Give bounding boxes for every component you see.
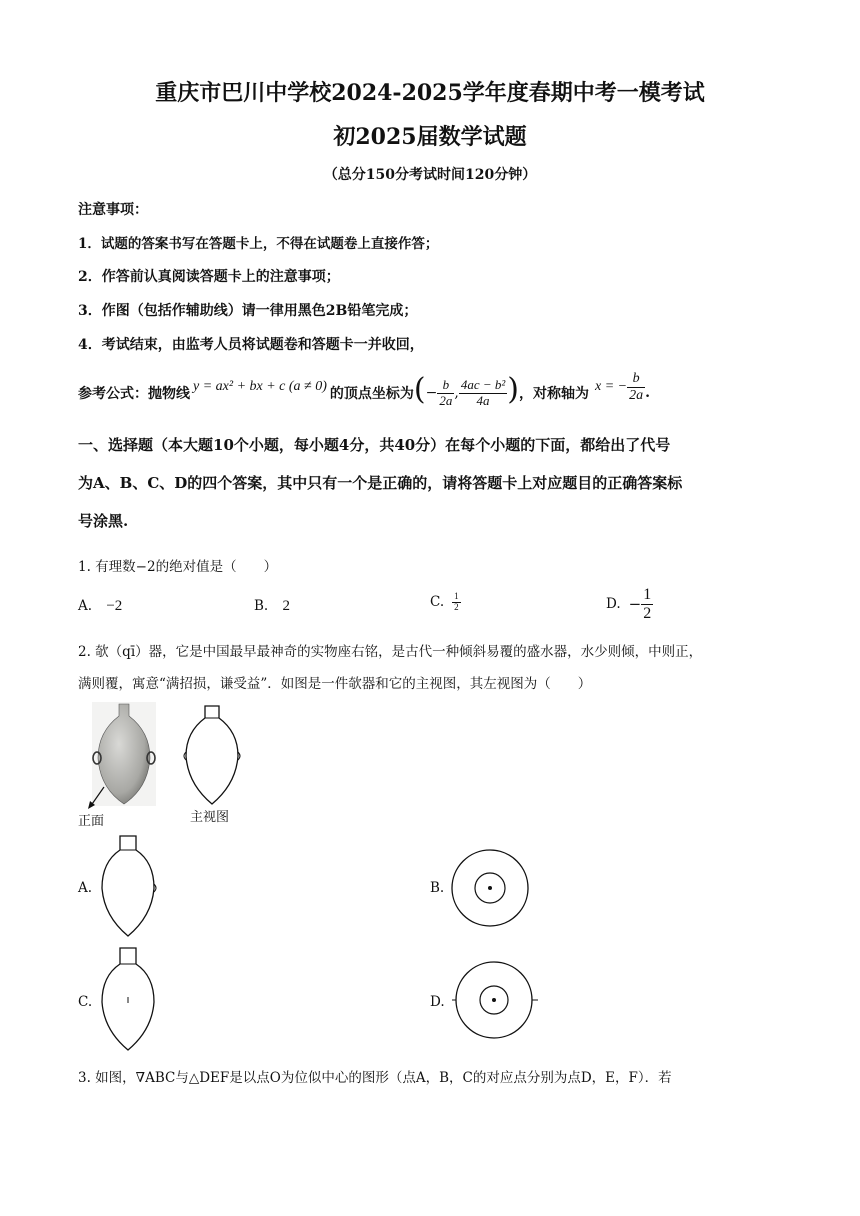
option-sign: −	[628, 595, 642, 614]
option-value: 2	[282, 598, 291, 614]
vertex-x-den: 2a	[439, 392, 453, 408]
note-item: 4．考试结束，由监考人员将试题卷和答题卡一并收回，	[78, 337, 424, 353]
left-paren: (	[413, 371, 426, 407]
front-view-caption: 主视图	[190, 810, 230, 825]
q2-option-a-drawing	[98, 836, 162, 936]
question-3-stem-line: 3. 如图，∇ABC与△DEF是以点O为位似中心的图形（点A，B，C的对应点分别为点D，E，F）．若	[78, 1070, 672, 1086]
q2-option-c-label: C.	[78, 994, 93, 1010]
parabola-equation: y = ax² + bx + c (a ≠ 0)	[193, 379, 327, 394]
right-paren: )	[507, 371, 519, 407]
question-1-stem: 1. 有理数−2的绝对值是（ ）	[78, 559, 278, 575]
q2-option-d-label: D.	[430, 994, 445, 1010]
fraction-num: 1	[454, 591, 459, 601]
axis-lhs: x = −	[594, 379, 628, 394]
q2-option-d-drawing	[452, 960, 540, 1040]
front-view-drawing	[180, 706, 244, 806]
axis-text: ，对称轴为	[518, 386, 589, 402]
q1-option-a	[78, 598, 122, 615]
option-label: C.	[430, 594, 445, 611]
q2-option-c-drawing	[98, 948, 162, 1052]
section1-instructions-line: 一、选择题（本大题10个小题，每小题4分，共40分）在每个小题的下面，都给出了代号	[78, 436, 671, 454]
q1-option-b	[254, 598, 290, 615]
axis-den: 2a	[629, 387, 644, 403]
formula-end: .	[645, 385, 650, 401]
q2-option-b-drawing	[450, 848, 530, 928]
reference-formula: 参考公式：抛物线 y = ax² + bx + c (a ≠ 0) 的顶点坐标为 ( − $\frac{b}{2a}$ , $\frac{\text{4ac − b²}}{4a}$ ) ，对称轴为 x = − $\frac{b}{2a}$ .	[78, 371, 650, 408]
option-label: B.	[254, 598, 269, 614]
q2-option-a-label: A.	[78, 880, 93, 896]
axis-fraction	[627, 371, 645, 403]
formula-prefix: 参考公式：抛物线	[78, 386, 190, 402]
question-2-stem-line: 2. 欹（qī）器，它是中国最早最神奇的实物座右铭，是古代一种倾斜易覆的盛水器，水少则倾，中则正，	[78, 644, 703, 660]
fraction-den: 2	[643, 604, 652, 622]
note-item: 1．试题的答案书写在答题卡上，不得在试题卷上直接作答；	[78, 236, 439, 252]
q1-option-c	[430, 592, 461, 613]
photo-caption: 正面	[78, 814, 105, 829]
option-value: −2	[106, 598, 123, 614]
vertex-x-fraction	[437, 378, 454, 408]
notes-heading: 注意事项：	[78, 202, 148, 218]
section1-instructions-line: 为A、B、C、D的四个答案，其中只有一个是正确的，请将答题卡上对应题目的正确答案标	[78, 474, 683, 492]
q2-option-b-label: B.	[430, 880, 445, 896]
vertex-y-num: 4ac − b²	[460, 377, 506, 393]
formula-mid: 的顶点坐标为	[329, 386, 414, 402]
arrow-icon	[86, 785, 110, 811]
note-item: 2．作答前认真阅读答题卡上的注意事项；	[78, 269, 340, 285]
option-fraction	[641, 586, 653, 622]
fraction-num: 1	[643, 586, 652, 603]
option-label: A.	[78, 598, 93, 614]
exam-time-info: （总分150分考试时间120分钟）	[323, 167, 537, 183]
section1-instructions-line: 号涂黑.	[78, 512, 129, 530]
axis-num: b	[627, 371, 645, 387]
exam-title: 重庆市巴川中学校2024-2025学年度春期中考一模考试	[155, 80, 705, 106]
vertex-x-num: b	[437, 378, 454, 393]
option-fraction	[452, 592, 461, 613]
vertex-y-fraction	[459, 378, 507, 408]
note-item: 3．作图（包括作辅助线）请一律用黑色2B铅笔完成；	[78, 303, 418, 319]
q1-option-d	[606, 586, 653, 622]
vertex-y-den: 4a	[476, 392, 490, 408]
exam-subtitle: 初2025届数学试题	[333, 124, 527, 150]
option-label: D.	[606, 596, 621, 613]
question-2-stem-line: 满则覆，寓意“满招损，谦受益”．如图是一件欹器和它的主视图，其左视图为（ ）	[78, 676, 592, 692]
fraction-den: 2	[454, 601, 459, 612]
